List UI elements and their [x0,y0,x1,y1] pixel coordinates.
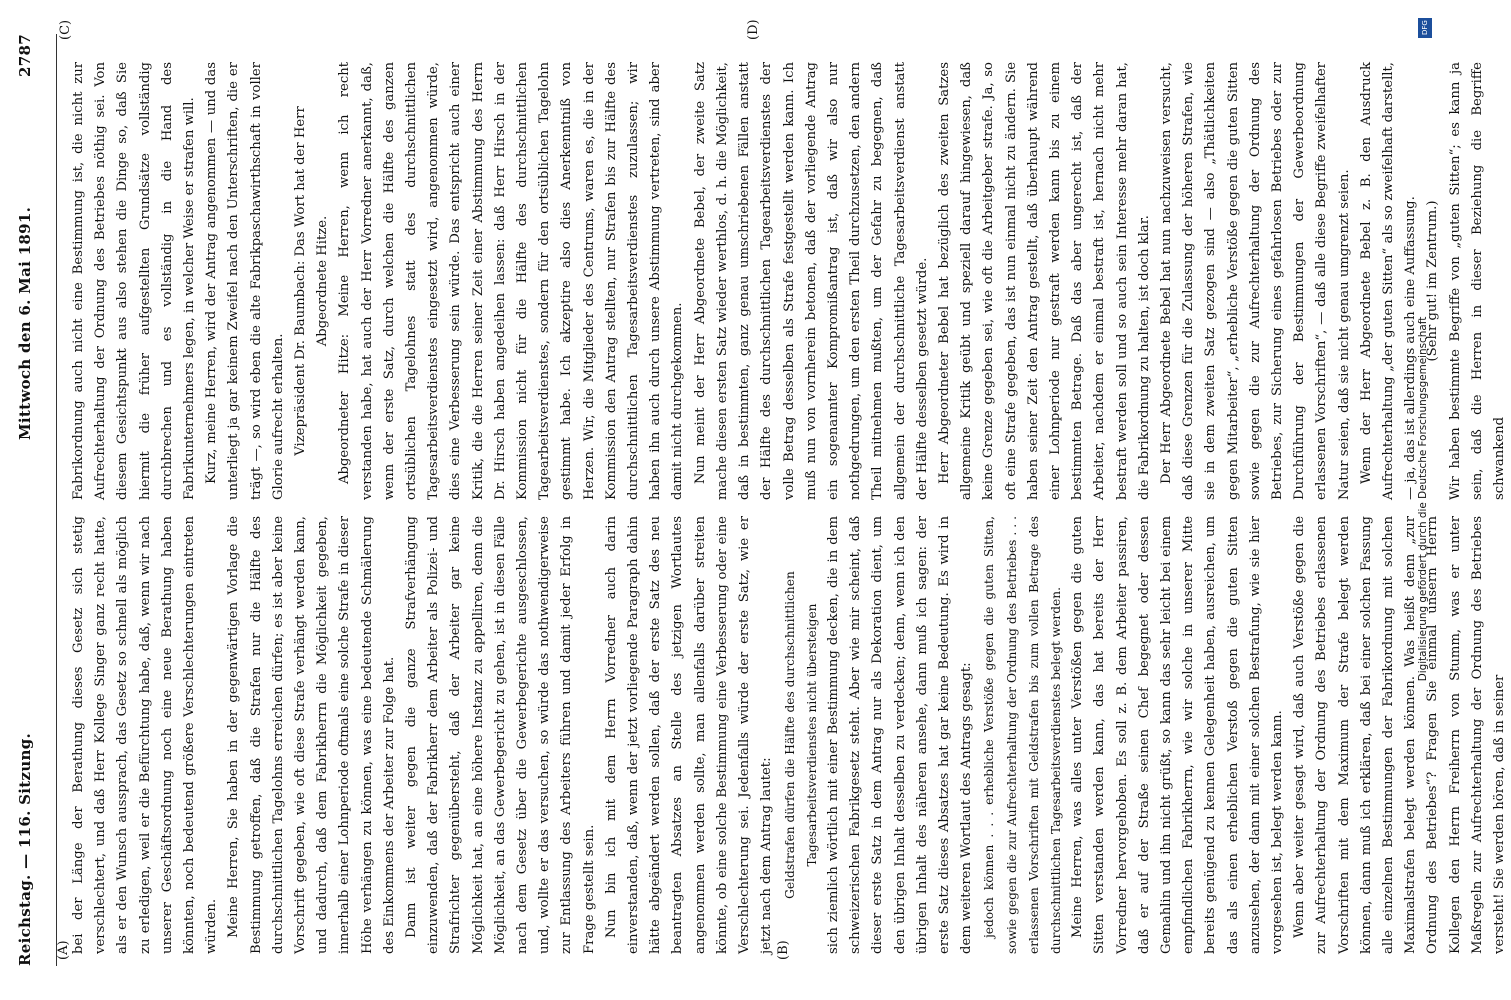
paragraph: Wenn der Herr Abgeordnete Bebel z. B. den Ausdruck Aufrechterhaltung „der guten Sitten“ als so zweifelhaft darstellt, — ja, das ist allerdings auch eine Auffassung. [1358,62,1419,500]
margin-mark-d: (D) [746,19,761,40]
margin-mark-a: (A) [56,940,71,960]
text-column-left [68,516,1507,954]
quoted-paragraph: Geldstrafen dürfen die Hälfte des durchschnittlichen Tagesarbeitsverdienstes nicht übersteigen [782,571,819,899]
paragraph: Wenn aber weiter gesagt wird, daß auch Verstöße gegen die zur Aufrechterhaltung der Ordnung des Betriebes erlassenen Vorschriften mit dem Maximum der Strafe belegt werden können, dann muß ich erklären, daß bei einer solchen Fassung alle einzelnen Bestimmungen der Fabrikordnung mit solchen Maximalstrafen belegt werden können. Was heißt denn „zur Ordnung des Betriebes“? Fragen Sie einmal unsern Herrn Kollegen den Herrn Freiherrn von Stumm, was er unter Maßregeln zur Aufrechterhaltung der Ordnung des Betriebes versteht! Sie werden hören, daß in seiner [1292,516,1507,954]
paragraph: sich ziemlich wörtlich mit einer Bestimmung decken, die in dem schweizerischen Fabrikgesetz steht. Aber wie mir scheint, daß dieser erste Satz in dem Antrag nur als Dekoration dient, um den übrigen Inhalt desselben zu verdecken; denn, wenn ich den übrigen Inhalt des näheren ansehe, dann muß ich sagen: der erste Satz dieses Absatzes hat gar keine Bedeutung. Es wird in dem weiteren Wortlaut des Antrags gesagt: [825,516,975,954]
dfg-logo-text: DFG [1421,20,1429,35]
paragraph: Wir haben bestimmte Begriffe von „guten Sitten“; es kann ja sein, daß die Herren in dieser Beziehung die Begriffe schwankend [1447,62,1507,500]
header-rule [56,34,57,966]
paragraph: Nun meint der Herr Abgeordnete Bebel, der zweite Satz mache diesen ersten Satz wieder werthlos, d. h. die Möglichkeit, daß in bestimmten, ganz genau umschriebenen Fällen anstatt der Hälfte des durchschnittlichen Tagearbeitsverdienstes der volle Betrag desselben als Strafe festgestellt werden kann. Ich muß nun von vornherein betonen, daß der vorliegende Antrag ein sogenannter Kompromißantrag ist, daß wir also nur nothgedrungen, um den ersten Theil durchzusetzen, den andern Theil mitnehmen mußten, um der Gefahr zu begegnen, daß allgemein der durchschnittliche Tagesarbeitsverdienst anstatt der Hälfte desselben gesetzt würde. [692,62,930,500]
paragraph: Meine Herren, Sie haben in der gegenwärtigen Vorlage die Bestimmung getroffen, daß die Strafen nur die Hälfte des durchschnittlichen Tagelohns erreichen dürfen; es ist aber keine Vorschrift gegeben, wie oft diese Strafe verhängt werden kann, und dadurch, daß dem Fabrikherrn die Möglichkeit gegeben, innerhalb einer Lohnperiode oftmals eine solche Strafe in dieser Höhe verhängen zu können, was eine bedeutende Schmälerung des Einkommens der Arbeiter zur Folge hat. [226,516,397,954]
digitization-note-text: Digitalisierung gefördert durch die Deutsche Forschungsgemeinschaft [1417,316,1429,682]
paragraph: Nun bin ich mit dem Herrn Vorredner auch darin einverstanden, daß, wenn der jetzt vorliegende Paragraph dahin hätte abgeändert werden sollen, daß der erste Satz des neu beantragten Absatzes an Stelle des jetzigen Wortlautes angenommen werden sollte, man allenfalls darüber streiten könnte, ob eine solche Bestimmung eine Verbesserung oder eine Verschlechterung sei. Jedenfalls würde der erste Satz, wie er jetzt nach dem Antrag lautet: [603,516,775,954]
header-page-number: 2787 [16,34,34,77]
paragraph: bei der Länge der Berathung dieses Gesetz sich stetig verschlechtert, und daß Herr Kollege Singer ganz recht hatte, als er den Wunsch aussprach, das Gesetz so schnell als möglich zu erledigen, weil er die Befürchtung habe, daß, wenn wir nach unserer Geschäftsordnung noch eine neue Berathung haben könnten, noch bedeutend größere Verschlechterungen eintreten würden. [71,516,220,954]
digitization-note [1418,0,1432,1000]
speaker-paragraph: Abgeordneter Hitze: Meine Herren, wenn ich recht verstanden habe, hat auch der Herr Vorredner anerkannt, daß, wenn der erste Satz, durch welchen die Hälfte des ganzen ortsüblichen Tagelohnes statt des durchschnittlichen Tagesarbeitsverdienstes eingesetzt wird, angenommen würde, dies eine Verbesserung sein würde. Das entspricht auch einer Kritik, die die Herren seiner Zeit einer Abstimmung des Herrn Dr. Hirsch haben angedeihen lassen: daß Herr Hirsch in der Kommission nicht für die Hälfte des durchschnittlichen Tagearbeitsverdienstes, sondern für den ortsüblichen Tagelohn gestimmt habe. Ich akzeptire also dies Anerkenntniß von Herzen. Wir, die Mitglieder des Centrums, waren es, die in der Kommission den Antrag stellten, nur Strafen bis zur Hälfte des durchschnittlichen Tagesarbeitsverdienstes zuzulassen; wir haben ihn auch durch unsere Abstimmung vertreten, sind aber damit nicht durchgekommen. [337,62,686,500]
margin-mark-c: (C) [58,19,73,40]
header-left: Reichstag. — 116. Sitzung. [16,732,34,966]
margin-mark-b: (B) [776,940,791,960]
interjection: (Sehr gut! im Zentrum.) [1425,200,1441,362]
paragraph: Kurz, meine Herren, wird der Antrag angenommen — und das unterliegt ja gar keinem Zweifel nach den Unterschriften, die er trägt —, so wird eben die alte Fabrikpaschawirthschaft in voller Glorie aufrecht erhalten. [204,62,286,500]
paragraph: Der Herr Abgeordnete Bebel hat nun nachzuweisen versucht, daß diese Grenzen für die Zulassung der höheren Strafen, wie sie in dem zweiten Satz gezogen sind — also „Thätlichkeiten gegen Mitarbeiter“, „erhebliche Verstöße gegen die guten Sitten sowie gegen die zur Aufrechterhaltung der Ordnung des Betriebes, zur Sicherung eines gefahrlosen Betriebes oder zur Durchführung der Bestimmungen der Gewerbeordnung erlassenen Vorschriften“, — daß alle diese Begriffe zweifelhafter Natur seien, daß sie nicht genau umgrenzt seien. [1158,62,1352,500]
quoted-paragraph: jedoch können . . . erhebliche Verstöße gegen die guten Sitten, sowie gegen die zur Aufrechterhaltung der Ordnung des Betriebes . . . erlassenen Vorschriften mit Geldstrafen bis zum vollen Betrage des durchschnittlichen Tagesarbeitsverdienstes belegt werden. [982,516,1063,954]
speaker-paragraph: Vizepräsident Dr. Baumbach: Das Wort hat der Herr Abgeordnete Hitze. [293,106,331,456]
paragraph: Herr Abgeordneter Bebel hat bezüglich des zweiten Satzes allgemeine Kritik geübt und speziell darauf hingewiesen, daß keine Grenze gegeben sei, wie oft die Arbeitgeber strafe. Ja, so oft eine Strafe gegeben, das ist nun einmal nicht zu ändern. Sie haben seiner Zeit den Antrag gestellt, daß überhaupt während einer Lohnperiode nur gestraft werden kann bis zu einem bestimmten Betrage. Daß das aber ungerecht ist, daß der Arbeiter, nachdem er einmal bestraft ist, hernach nicht mehr bestraft werden soll und so auch sein Interesse mehr daran hat, die Fabrikordnung zu halten, ist doch klar. [936,62,1152,500]
header-center: Mittwoch den 6. Mai 1891. [16,206,34,440]
paragraph: Dann ist weiter gegen die ganze Strafverhängung einzuwenden, daß der Fabrikherr dem Arbeiter als Polizei- und Strafrichter gegenübersteht, daß der Arbeiter gar keine Möglichkeit hat, an eine höhere Instanz zu appelliren, denn die Möglichkeit, an das Gewerbegericht zu gehen, ist in diesen Fälle nach dem Gesetz über die Gewerbegerichte ausgeschlossen, und, wollte er das versuchen, so würde das nothwendigerweise zur Entlassung des Arbeiters führen und damit jeder Erfolg in Frage gestellt sein. [404,516,597,954]
paragraph: Fabrikordnung auch nicht eine Bestimmung ist, die nicht zur Aufrechterhaltung der Ordnung des Betriebes nöthig sei. Von diesem Gesichtspunkt aus also stehen die Dinge so, daß Sie hiermit die früher aufgestellten Grundsätze vollständig durchbrechen und es vollständig in die Hand des Fabrikunternehmers legen, in welcher Weise er strafen will. [71,62,198,500]
paragraph: Meine Herren, was alles unter Verstößen gegen die guten Sitten verstanden werden kann, das hat bereits der Herr Vorredner hervorgehoben. Es soll z. B. dem Arbeiter passiren, daß er auf der Straße seinen Chef begegnet oder dessen Gemahlin und ihn nicht grüßt, so kann das sehr leicht bei einem empfindlichen Fabrikherrn, wie wir solche in unserer Mitte bereits genügend zu kennen Gelegenheit haben, ausreichen, um das als einen erheblichen Verstoß gegen die guten Sitten anzusehen, der dann mit einer solchen Bestrafung, wie sie hier vorgesehen ist, belegt werden kann. [1070,516,1285,954]
